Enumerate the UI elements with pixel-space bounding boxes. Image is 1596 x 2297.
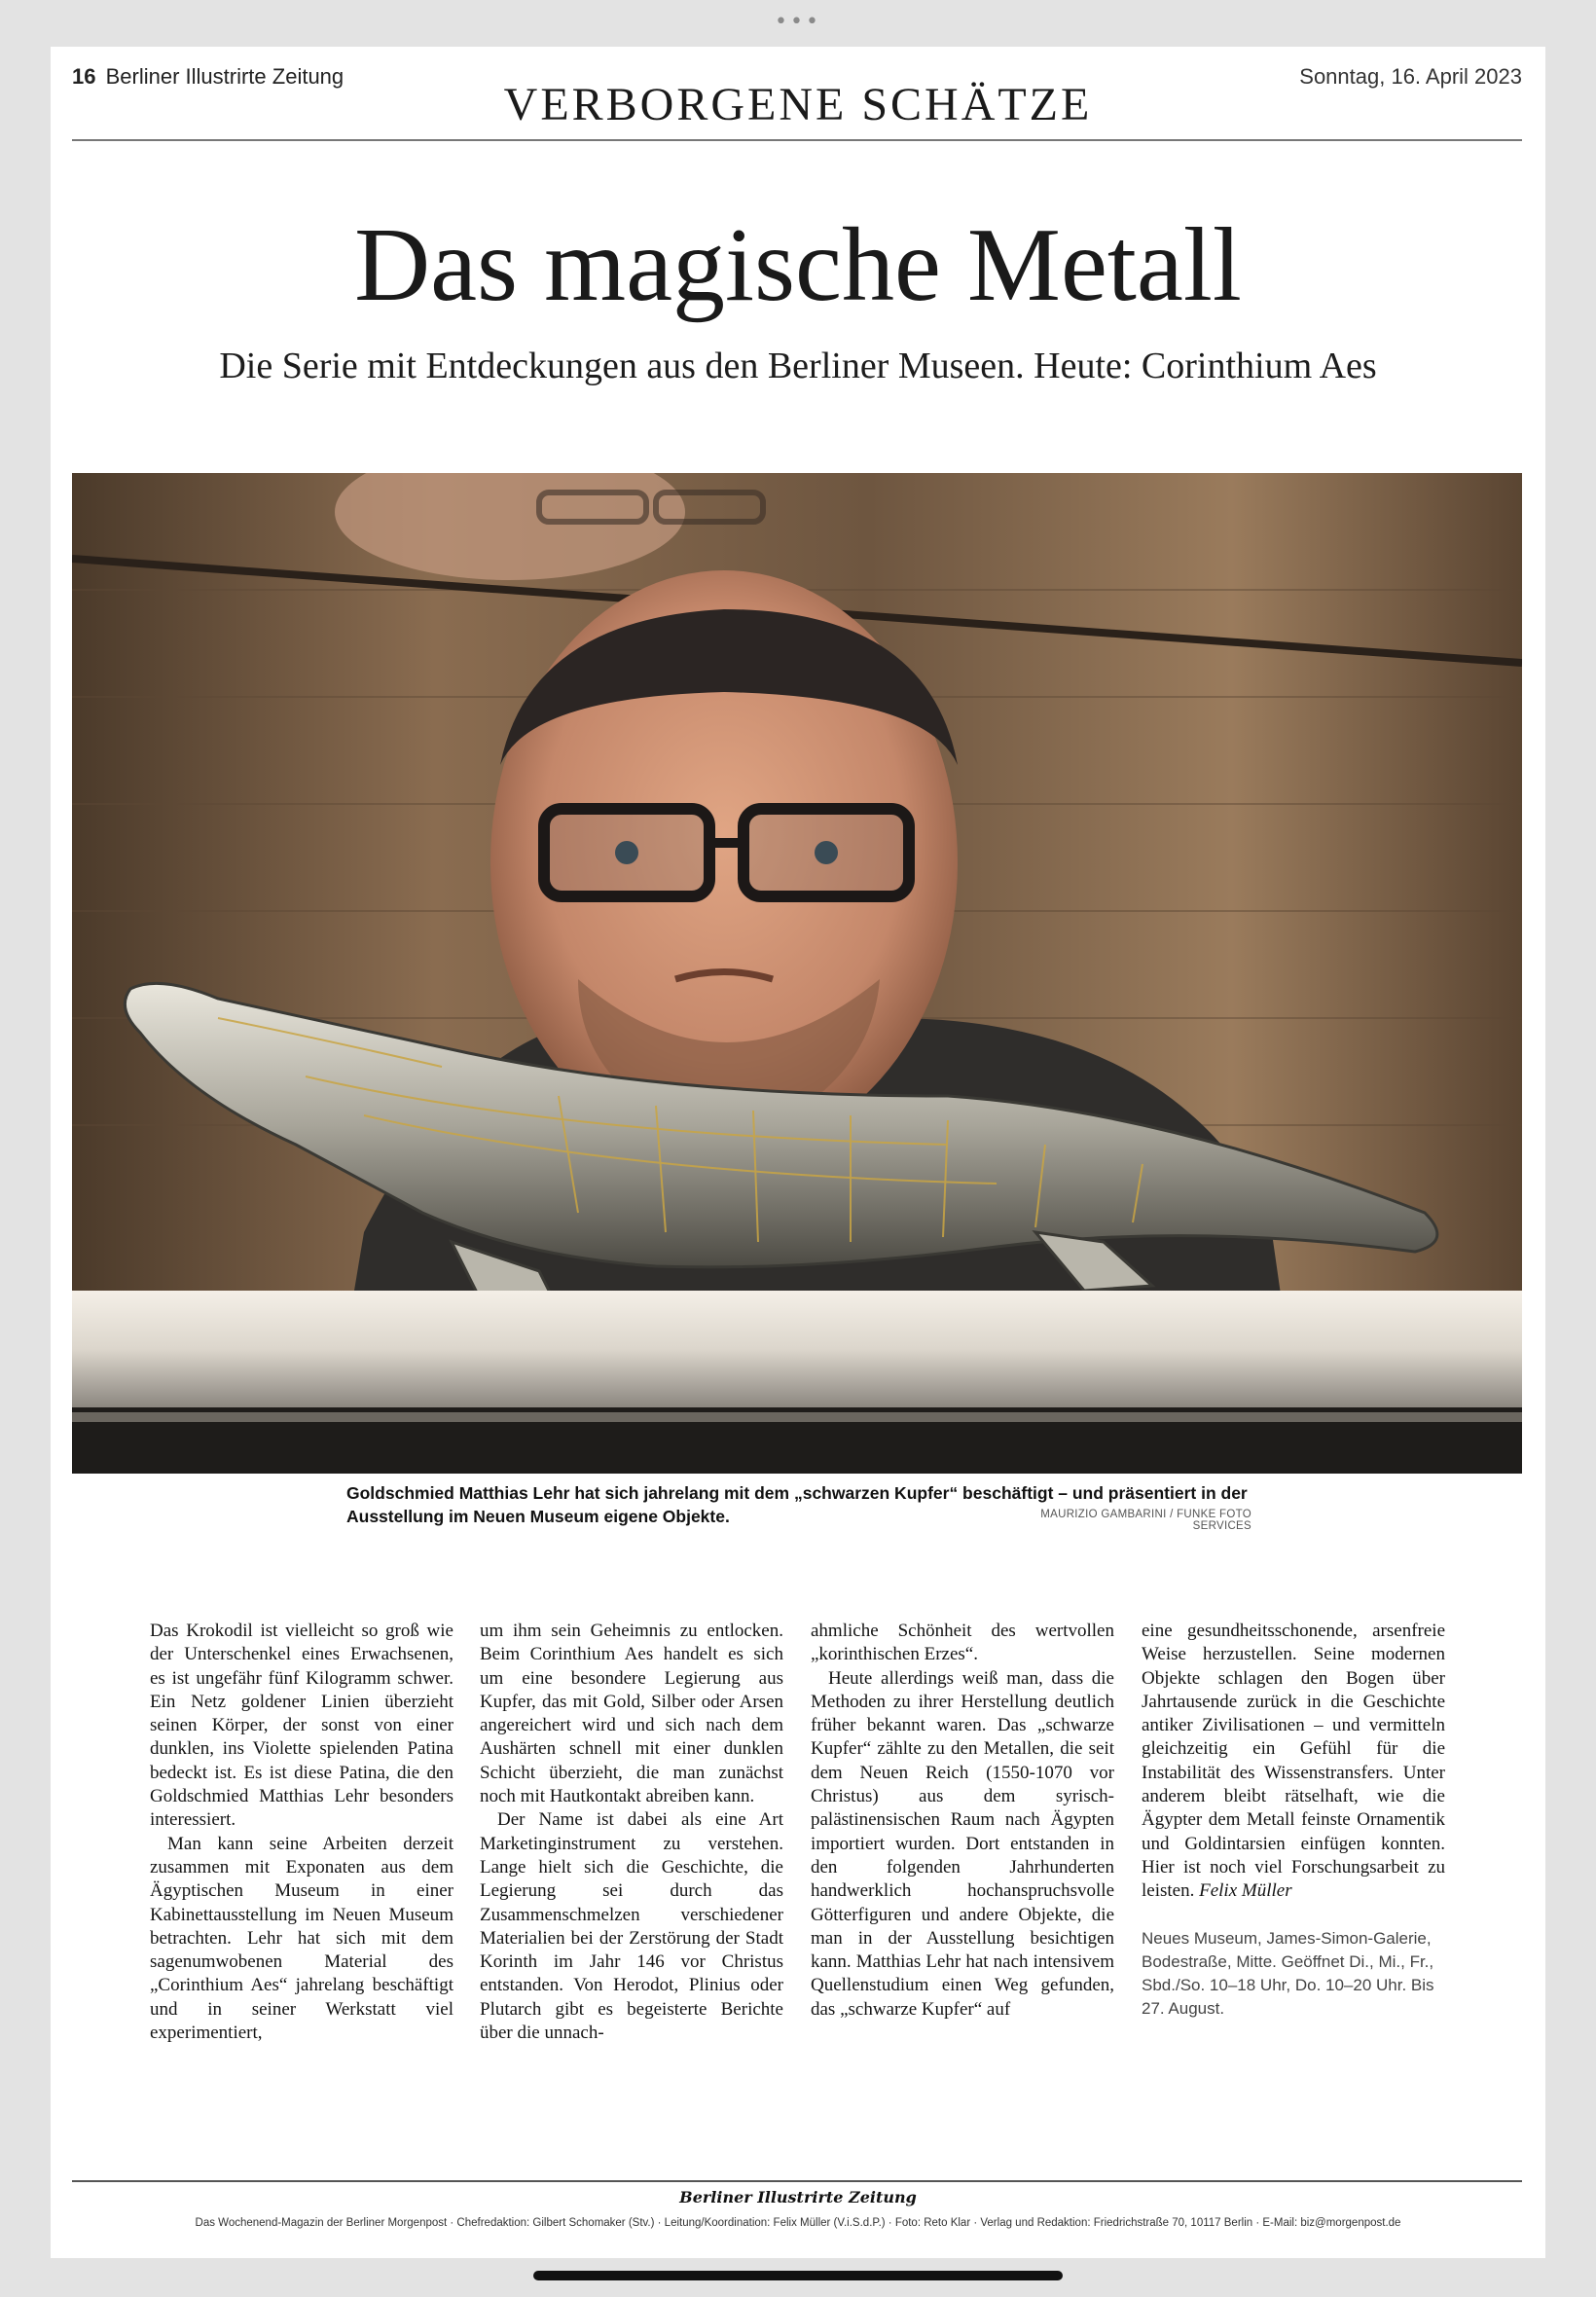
header-divider (72, 139, 1522, 141)
issue-date: Sonntag, 16. April 2023 (1299, 64, 1522, 89)
photo-caption: Goldschmied Matthias Lehr hat sich jahrelang mit dem „schwarzen Kupfer“ beschäftigt – und präsentiert in der Ausstellung im Neuen Museum eigene Objekte. (346, 1483, 1248, 1526)
paragraph: Heute allerdings weiß man, dass die Methoden zu ihrer Herstellung deutlich früher bekannt waren. Das „schwarze Kupfer“ zählte zu den Metallen, die seit dem Neuen Reich (1550-1070 vor Christus) aus dem syrisch-palästinensischen Raum nach Ägypten importiert wurden. Dort entstanden in den folgenden Jahrhunderten handwerklich hochanspruchsvolle Götterfiguren und andere Objekte, die man in der Ausstellung besichtigen kann. Matthias Lehr hat nach intensivem Quellenstudium einen Weg gefunden, das „schwarze Kupfer“ auf (811, 1667, 1114, 2020)
exhibition-info: Neues Museum, James-Simon-Galerie, Bodestraße, Mitte. Geöffnet Di., Mi., Fr., Sbd./So. 10–18 Uhr, Do. 10–20 Uhr. Bis 27. August. (1142, 1928, 1434, 2018)
footer-divider (72, 2180, 1522, 2182)
article-column-3 (811, 1620, 1114, 2022)
page-number: 16 (72, 64, 96, 89)
article-column-4 (1142, 1620, 1445, 2021)
more-options-icon[interactable]: ••• (775, 10, 821, 34)
author-name: Felix Müller (1199, 1880, 1292, 1902)
paragraph: Der Name ist dabei als eine Art Marketinginstrument zu verstehen. Lange hielt sich die Geschichte, die Legierung sei durch das Zusammenschmelzen verschiedener Materialien bei der Zerstörung der Stadt Korinth im Jahr 146 vor Christus entstanden. Von Herodot, Plinius oder Plutarch gibt es begeisterte Berichte über die unnach- (480, 1809, 783, 2044)
paragraph: Das Krokodil ist vielleicht so groß wie der Unterschenkel eines Erwachsenen, es ist ungefähr fünf Kilogramm schwer. Ein Netz goldener Linien überzieht seinen Körper, der sonst von einer dunklen, ins Violette spielenden Patina bedeckt ist. Es ist diese Patina, die den Goldschmied Matthias Lehr besonders interessiert. (150, 1621, 453, 1831)
paragraph: Man kann seine Arbeiten derzeit zusammen mit Exponaten aus dem Ägyptischen Museum in einer Kabinettausstellung im Neuen Museum betrachten. Lehr hat sich mit dem sagenumwobenen Material des „Corinthium Aes“ jahrelang beschäftigt und in seiner Werkstatt viel experimentiert, (150, 1833, 453, 2044)
headline: Das magische Metall (354, 207, 1242, 323)
article-column-1 (150, 1620, 453, 2045)
home-indicator[interactable] (533, 2271, 1063, 2280)
publication-name: Berliner Illustrirte Zeitung (105, 64, 345, 89)
photo-credit: MAURIZIO GAMBARINI / FUNKE FOTO SERVICES (1040, 1509, 1251, 1532)
paragraph: um ihm sein Geheimnis zu entlocken. Beim Corinthium Aes handelt es sich um eine besondere Legierung aus Kupfer, das mit Gold, Silber oder Arsen angereichert wird und sich nach dem Aushärten schnell mit einer dunklen Schicht überzieht, die man zunächst noch mit Hautkontakt abreiben kann. (480, 1621, 783, 1807)
subheadline: Die Serie mit Entdeckungen aus den Berliner Museen. Heute: Corinthium Aes (219, 346, 1377, 386)
footer-masthead: Berliner Illustrirte Zeitung (679, 2188, 917, 2206)
newspaper-page (51, 47, 1545, 2258)
footer-imprint: Das Wochenend-Magazin der Berliner Morgenpost · Chefredaktion: Gilbert Schomaker (Stv.) · Leitung/Koordination: Felix Müller (V.i.S.d.P.) · Foto: Reto Klar · Verlag und Redaktion: Friedrichstraße 70, 10117 Berlin · E-Mail: biz@morgenpost.de (195, 2217, 1401, 2229)
paragraph-text: eine gesundheitsschonende, arsenfreie Weise herzustellen. Seine modernen Objekte schlagen den Bogen über Jahrtausende zurück in die Geschichte antiker Zivilisationen – und vermitteln gleichzeitig ein Gefühl für die Instabilität des Wissenstransfers. Unter anderem bleibt rätselhaft, wie die Ägypter dem Metall feinste Ornamentik und Goldintarsien einfügen konnten. Hier ist noch viel Forschungsarbeit zu leisten. (1142, 1621, 1445, 1902)
crocodile-photo-illustration (72, 473, 1522, 1474)
article-column-2 (480, 1620, 783, 2045)
paragraph: ahmliche Schönheit des wertvollen „korinthischen Erzes“. (811, 1621, 1114, 1665)
article-photo (72, 473, 1522, 1474)
section-title: VERBORGENE SCHÄTZE (503, 79, 1093, 130)
paragraph (1142, 1620, 1445, 1904)
